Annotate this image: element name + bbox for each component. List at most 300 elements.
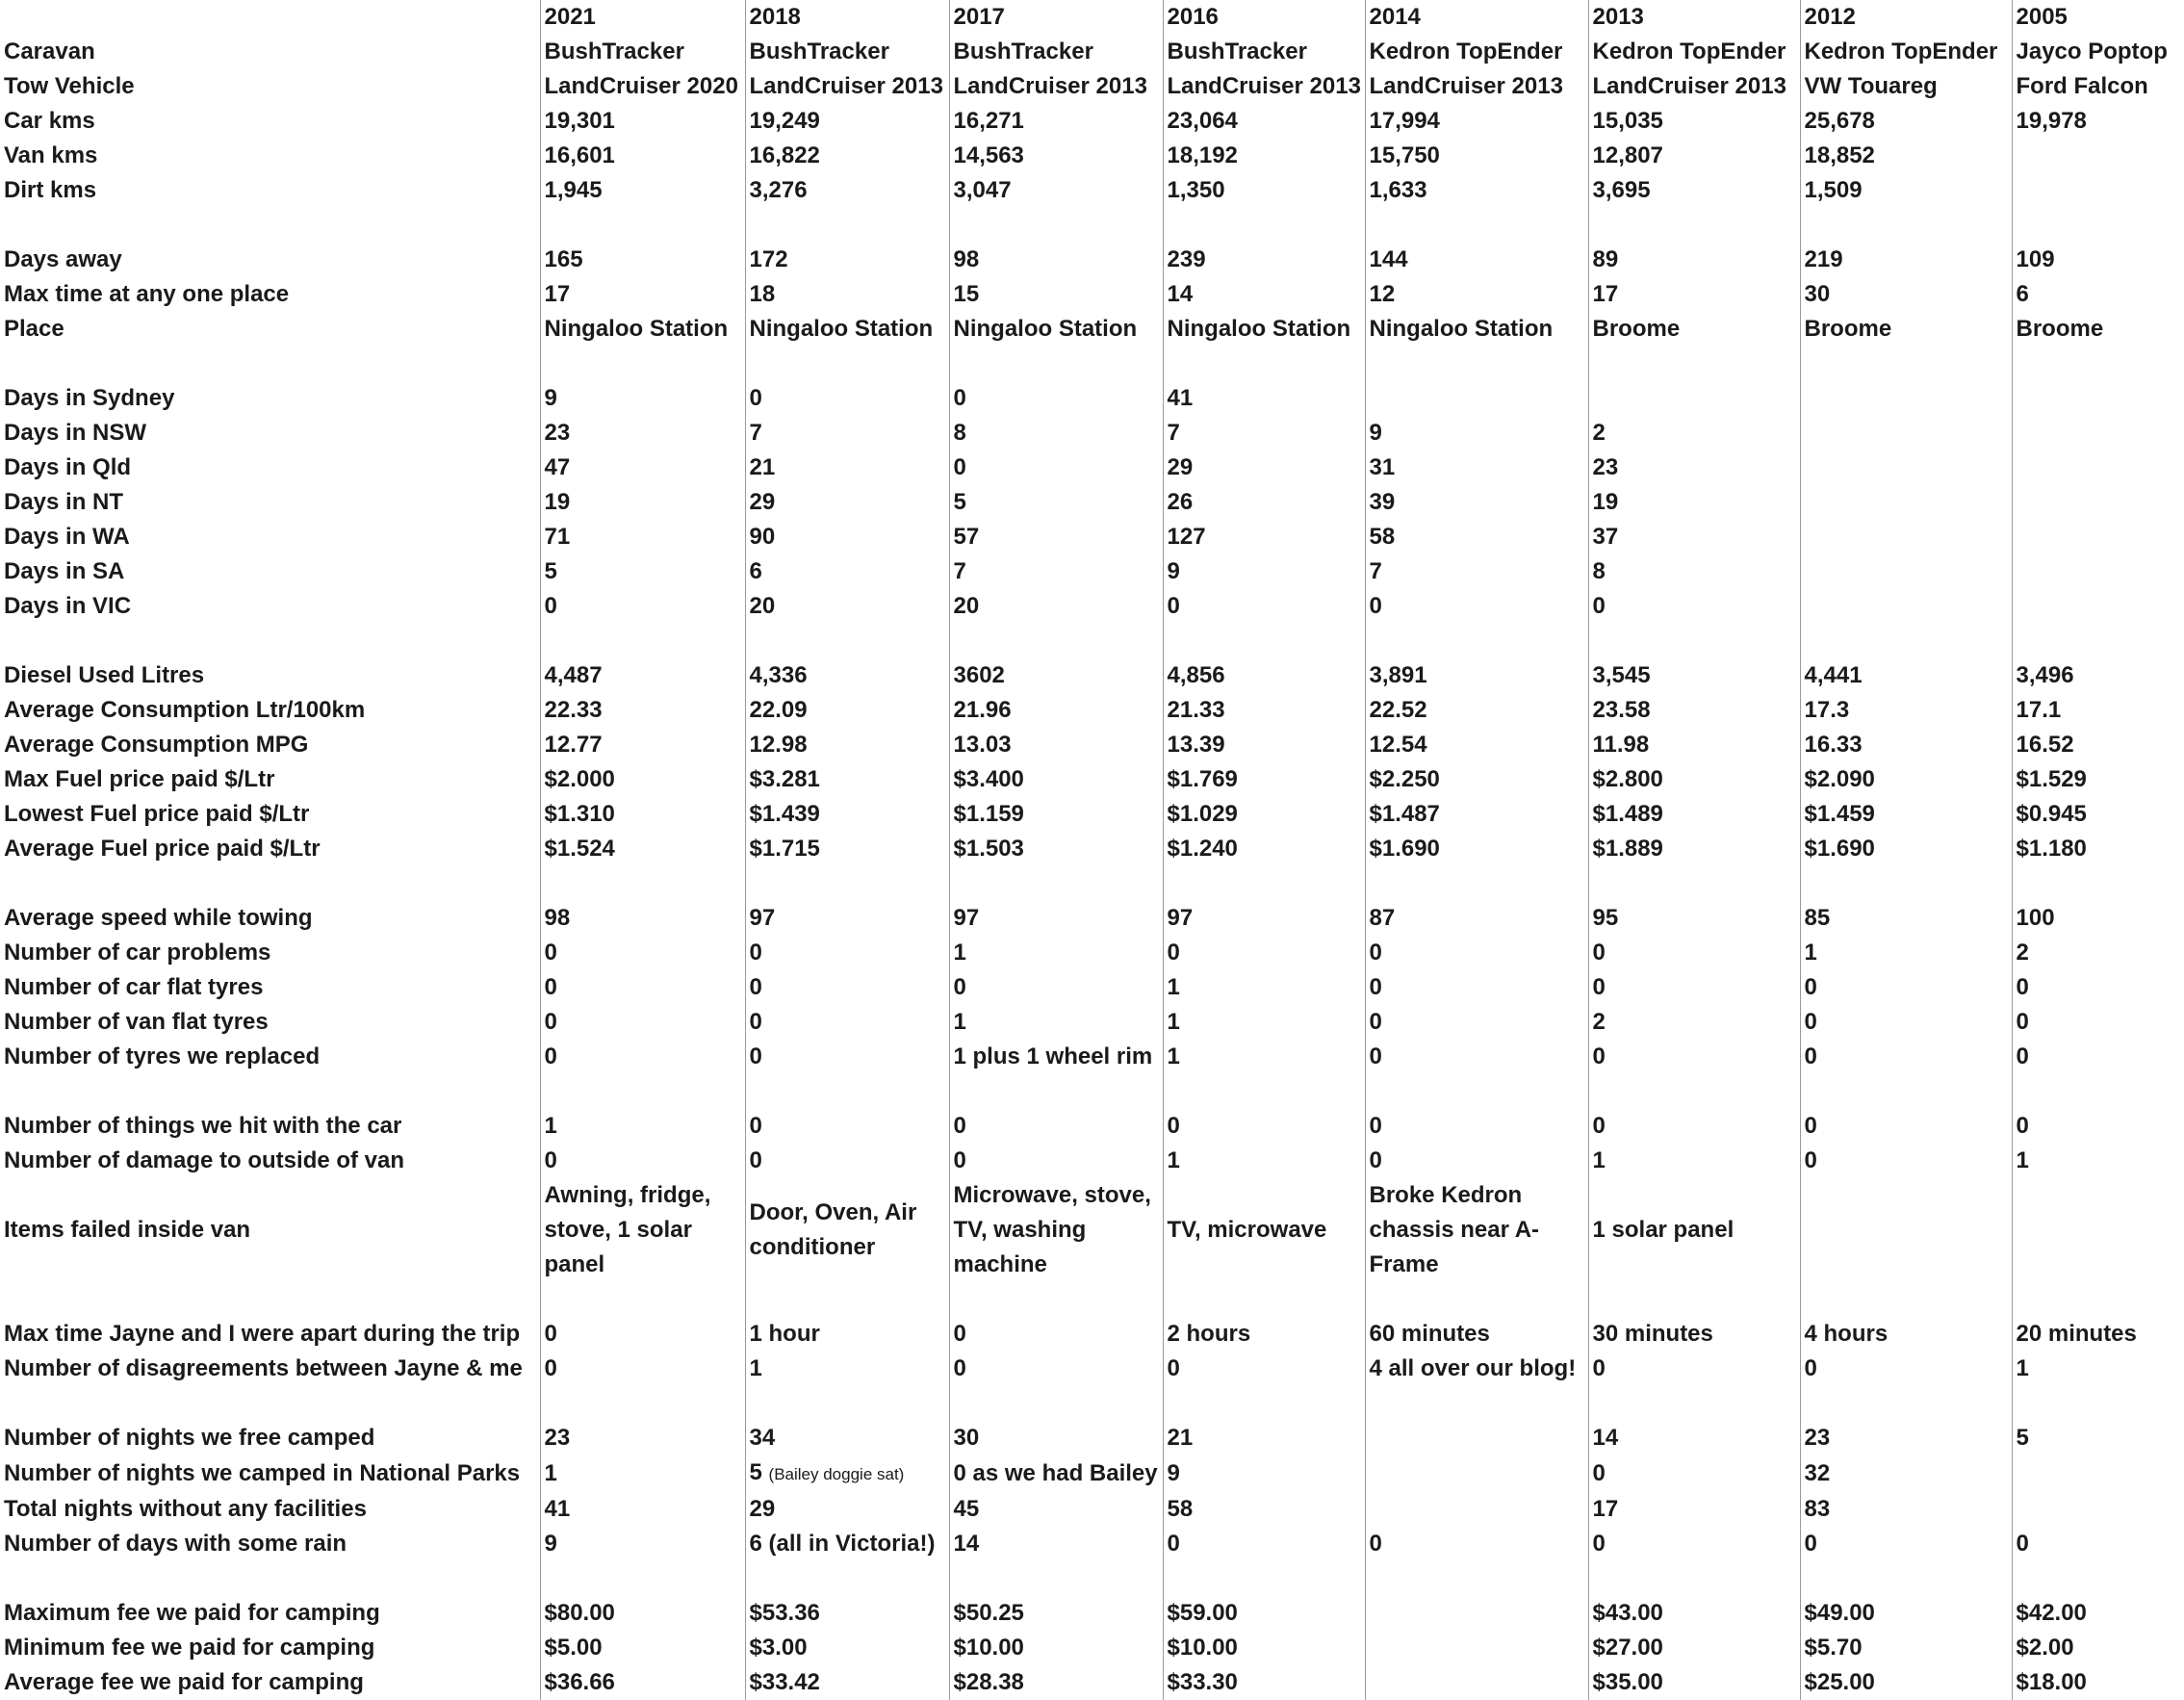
- table-row: [0, 381, 2184, 416]
- cell-value: $1.690: [1369, 836, 1440, 862]
- table-cell: [949, 1527, 1163, 1561]
- spacer-row: [0, 347, 2184, 381]
- table-cell: [2012, 312, 2184, 347]
- year-header-cell: 2012: [1800, 0, 2012, 35]
- table-cell: [745, 1527, 949, 1561]
- table-cell: [745, 1317, 949, 1352]
- cell-value: 98: [953, 246, 980, 272]
- spacer-cell: [1163, 624, 1365, 658]
- spacer-cell: [1365, 1561, 1588, 1596]
- cell-value: 0: [2016, 1009, 2029, 1035]
- cell-value: 1 solar panel: [1592, 1217, 1734, 1243]
- cell-value: Ningaloo Station: [1369, 316, 1554, 342]
- table-row: [0, 1109, 2184, 1144]
- spacer-cell: [949, 1561, 1163, 1596]
- table-cell: [949, 416, 1163, 451]
- spacer-cell: [0, 1561, 540, 1596]
- table-cell: [1365, 1596, 1588, 1631]
- table-cell: [1588, 1492, 1800, 1527]
- cell-value: $2.090: [1804, 766, 1875, 792]
- spacer-cell: [2012, 1386, 2184, 1421]
- cell-value: 25,678: [1804, 108, 1875, 134]
- cell-value: LandCruiser 2013: [1592, 73, 1786, 99]
- cell-value: 0: [953, 454, 966, 480]
- cell-value: 0: [1369, 1113, 1382, 1139]
- table-cell: [1365, 243, 1588, 277]
- spacer-cell: [745, 347, 949, 381]
- cell-value: 1: [953, 940, 966, 966]
- table-row: [0, 1455, 2184, 1492]
- table-cell: [1800, 485, 2012, 520]
- spacer-row: [0, 866, 2184, 901]
- table-cell: [1588, 1596, 1800, 1631]
- table-cell: [1365, 416, 1588, 451]
- row-label: Max Fuel price paid $/Ltr: [4, 766, 275, 792]
- table-cell: [540, 104, 745, 139]
- table-cell: [1163, 243, 1365, 277]
- table-cell: [1163, 104, 1365, 139]
- table-cell: [2012, 69, 2184, 104]
- table-cell: [1800, 554, 2012, 589]
- cell-value: 0: [953, 974, 966, 1000]
- table-cell: [1365, 173, 1588, 208]
- cell-value: 13.03: [953, 732, 1012, 758]
- table-cell: [745, 1178, 949, 1282]
- cell-value: 57: [953, 524, 980, 550]
- spacer-cell: [949, 624, 1163, 658]
- cell-value: 1,633: [1369, 177, 1427, 203]
- table-cell: [540, 901, 745, 936]
- cell-value: 165: [544, 246, 583, 272]
- table-cell: [1800, 1144, 2012, 1178]
- table-cell: [745, 832, 949, 866]
- table-cell: [1588, 173, 1800, 208]
- cell-value: 32: [1804, 1460, 1831, 1486]
- table-cell: [745, 69, 949, 104]
- spacer-cell: [949, 1282, 1163, 1317]
- table-row: [0, 1492, 2184, 1527]
- row-label: Number of car problems: [4, 940, 271, 966]
- table-cell: [1800, 243, 2012, 277]
- table-cell: [949, 1352, 1163, 1386]
- cell-value: 21.96: [953, 697, 1012, 723]
- table-cell: [1365, 139, 1588, 173]
- table-cell: [2012, 693, 2184, 728]
- table-cell: [1163, 277, 1365, 312]
- cell-value: 0: [1369, 1009, 1382, 1035]
- table-cell: [2012, 243, 2184, 277]
- spacer-cell: [1800, 1561, 2012, 1596]
- spacer-cell: [949, 208, 1163, 243]
- cell-value: 3,891: [1369, 662, 1427, 688]
- cell-value: LandCruiser 2013: [1369, 73, 1563, 99]
- spacer-cell: [0, 208, 540, 243]
- cell-value: 0 as we had Bailey: [953, 1460, 1158, 1486]
- table-cell: [745, 520, 949, 554]
- table-cell: [1800, 1631, 2012, 1665]
- cell-value: $49.00: [1804, 1600, 1875, 1626]
- spacer-cell: [540, 624, 745, 658]
- spacer-cell: [540, 347, 745, 381]
- cell-value: $1.889: [1592, 836, 1663, 862]
- cell-value: 127: [1167, 524, 1206, 550]
- table-row: [0, 1596, 2184, 1631]
- table-cell: [1800, 1665, 2012, 1700]
- table-cell: [1800, 658, 2012, 693]
- cell-value: 1,350: [1167, 177, 1225, 203]
- cell-value: 4,856: [1167, 662, 1225, 688]
- cell-value: 19,978: [2016, 108, 2087, 134]
- spacer-cell: [745, 1386, 949, 1421]
- cell-value: $18.00: [2016, 1669, 2087, 1695]
- table-cell: [2012, 554, 2184, 589]
- table-cell: [1588, 1040, 1800, 1074]
- cell-value: 17: [544, 281, 571, 307]
- table-cell: [1588, 936, 1800, 970]
- cell-value: 12.98: [749, 732, 808, 758]
- table-cell: [1163, 901, 1365, 936]
- table-cell: [540, 1178, 745, 1282]
- table-cell: [949, 693, 1163, 728]
- cell-value: 90: [749, 524, 776, 550]
- cell-value: Jayco Poptop: [2016, 39, 2168, 64]
- table-row: [0, 1527, 2184, 1561]
- cell-value: BushTracker: [953, 39, 1093, 64]
- cell-value: 0: [1167, 1355, 1180, 1381]
- table-cell: [1800, 416, 2012, 451]
- table-cell: [1163, 35, 1365, 69]
- table-cell: [1365, 1665, 1588, 1700]
- cell-value: 60 minutes: [1369, 1321, 1490, 1347]
- table-cell: [745, 312, 949, 347]
- cell-value: $25.00: [1804, 1669, 1875, 1695]
- table-cell: [2012, 970, 2184, 1005]
- spacer-cell: [1588, 1386, 1800, 1421]
- table-cell: [540, 1492, 745, 1527]
- cell-value: 9: [1167, 558, 1180, 584]
- cell-value: $5.00: [544, 1635, 603, 1661]
- cell-value: $2.250: [1369, 766, 1440, 792]
- table-cell: [745, 901, 949, 936]
- cell-value: 1,945: [544, 177, 603, 203]
- cell-value: $27.00: [1592, 1635, 1663, 1661]
- spacer-cell: [1800, 624, 2012, 658]
- cell-value: $1.029: [1167, 801, 1238, 827]
- cell-value: 0: [749, 1009, 762, 1035]
- table-cell: [1365, 312, 1588, 347]
- spacer-cell: [745, 624, 949, 658]
- row-label: Number of things we hit with the car: [4, 1113, 402, 1139]
- table-cell: [745, 1144, 949, 1178]
- cell-value: 3,496: [2016, 662, 2074, 688]
- cell-value: 18,852: [1804, 142, 1875, 168]
- table-cell: [1365, 1109, 1588, 1144]
- table-row: [0, 69, 2184, 104]
- row-label: Days in Sydney: [4, 385, 175, 411]
- table-cell: [1800, 1455, 2012, 1492]
- cell-value: 4 hours: [1804, 1321, 1889, 1347]
- cell-value: 4,336: [749, 662, 808, 688]
- cell-value: 3,545: [1592, 662, 1651, 688]
- cell-value: 7: [953, 558, 966, 584]
- table-cell: [1800, 797, 2012, 832]
- spacer-cell: [745, 1561, 949, 1596]
- table-cell: [1365, 589, 1588, 624]
- table-cell: [2012, 901, 2184, 936]
- cell-value: LandCruiser 2013: [1167, 73, 1361, 99]
- spacer-cell: [1588, 1561, 1800, 1596]
- cell-value: 23.58: [1592, 697, 1651, 723]
- cell-value: 37: [1592, 524, 1619, 550]
- table-cell: [949, 901, 1163, 936]
- table-cell: [2012, 35, 2184, 69]
- cell-value: 0: [1804, 1147, 1817, 1173]
- table-cell: [745, 243, 949, 277]
- cell-value: 0: [544, 1355, 557, 1381]
- cell-value: 0: [749, 1147, 762, 1173]
- cell-value: 7: [749, 420, 762, 446]
- cell-value: $1.487: [1369, 801, 1440, 827]
- cell-value: $0.945: [2016, 801, 2087, 827]
- table-cell: [1588, 1631, 1800, 1665]
- table-cell: [2012, 1665, 2184, 1700]
- table-cell: [2012, 658, 2184, 693]
- cell-value: $3.281: [749, 766, 820, 792]
- spacer-cell: [1163, 1561, 1365, 1596]
- cell-value: $1.310: [544, 801, 615, 827]
- table-row: [0, 277, 2184, 312]
- spacer-cell: [2012, 624, 2184, 658]
- spacer-cell: [540, 208, 745, 243]
- cell-value: 7: [1167, 420, 1180, 446]
- cell-value: 3602: [953, 662, 1005, 688]
- spacer-cell: [1365, 624, 1588, 658]
- cell-value: VW Touareg: [1804, 73, 1938, 99]
- cell-value: 18: [749, 281, 776, 307]
- table-cell: [1163, 1109, 1365, 1144]
- cell-value: $10.00: [1167, 1635, 1238, 1661]
- cell-value: 23: [544, 420, 571, 446]
- table-cell: [1163, 1040, 1365, 1074]
- spacer-cell: [2012, 1282, 2184, 1317]
- row-label: Dirt kms: [4, 177, 97, 203]
- table-cell: [1365, 35, 1588, 69]
- cell-value: BushTracker: [544, 39, 684, 64]
- spacer-cell: [0, 624, 540, 658]
- table-cell: [949, 243, 1163, 277]
- cell-value: 0: [1804, 1355, 1817, 1381]
- table-cell: [1163, 762, 1365, 797]
- cell-value: 1,509: [1804, 177, 1863, 203]
- row-label: Number of nights we free camped: [4, 1425, 375, 1451]
- cell-value: $3.400: [953, 766, 1024, 792]
- cell-value: Kedron TopEnder: [1369, 39, 1563, 64]
- table-cell: [949, 1005, 1163, 1040]
- table-row: [0, 1665, 2184, 1700]
- spacer-cell: [1365, 1386, 1588, 1421]
- table-cell: [1800, 1005, 2012, 1040]
- table-cell: [1588, 1455, 1800, 1492]
- year-header-cell: 2017: [949, 0, 1163, 35]
- table-cell: [1163, 693, 1365, 728]
- cell-value: 41: [1167, 385, 1194, 411]
- cell-value: 98: [544, 905, 571, 931]
- row-label: Average Fuel price paid $/Ltr: [4, 836, 321, 862]
- cell-value: Ford Falcon: [2016, 73, 2148, 99]
- table-cell: [745, 104, 949, 139]
- table-cell: [1588, 901, 1800, 936]
- cell-value: 0: [2016, 1113, 2029, 1139]
- table-row: [0, 762, 2184, 797]
- spacer-cell: [1163, 866, 1365, 901]
- table-cell: [1588, 1005, 1800, 1040]
- cell-value: $1.524: [544, 836, 615, 862]
- table-cell: [949, 936, 1163, 970]
- cell-value: 5: [544, 558, 557, 584]
- header-corner-cell: [0, 0, 540, 35]
- table-cell: [1163, 1492, 1365, 1527]
- row-label: Place: [4, 316, 64, 342]
- stats-body: [0, 35, 2184, 1700]
- table-cell: [1365, 970, 1588, 1005]
- table-cell: [1800, 173, 2012, 208]
- table-cell: [2012, 832, 2184, 866]
- table-cell: [2012, 1144, 2184, 1178]
- spacer-cell: [1365, 1282, 1588, 1317]
- table-cell: [2012, 1421, 2184, 1455]
- table-cell: [1163, 832, 1365, 866]
- table-cell: [1163, 451, 1365, 485]
- cell-value: 0: [1592, 1460, 1606, 1486]
- table-cell: [1365, 520, 1588, 554]
- cell-value: 12,807: [1592, 142, 1663, 168]
- cell-value: $1.240: [1167, 836, 1238, 862]
- cell-value: 17: [1592, 281, 1619, 307]
- row-label: Lowest Fuel price paid $/Ltr: [4, 801, 310, 827]
- row-label: Average Consumption MPG: [4, 732, 309, 758]
- table-row: [0, 35, 2184, 69]
- table-cell: [1800, 970, 2012, 1005]
- table-cell: [2012, 1040, 2184, 1074]
- table-cell: [1588, 381, 1800, 416]
- cell-value: 15,035: [1592, 108, 1663, 134]
- table-cell: [1365, 728, 1588, 762]
- cell-value: $53.36: [749, 1600, 820, 1626]
- table-cell: [1800, 762, 2012, 797]
- spacer-cell: [1588, 347, 1800, 381]
- table-cell: [1365, 1317, 1588, 1352]
- cell-value: 0: [749, 940, 762, 966]
- cell-value: Kedron TopEnder: [1804, 39, 1998, 64]
- table-cell: [540, 1631, 745, 1665]
- cell-value: 89: [1592, 246, 1619, 272]
- table-cell: [1365, 1352, 1588, 1386]
- table-row: [0, 589, 2184, 624]
- cell-value: Ningaloo Station: [953, 316, 1138, 342]
- table-cell: [2012, 762, 2184, 797]
- table-cell: [1163, 312, 1365, 347]
- table-cell: [540, 1040, 745, 1074]
- cell-value: Broome: [1592, 316, 1681, 342]
- table-cell: [949, 1665, 1163, 1700]
- table-cell: [2012, 485, 2184, 520]
- cell-value: 2 hours: [1167, 1321, 1251, 1347]
- cell-value: 0: [1369, 1043, 1382, 1069]
- row-label: Average fee we paid for camping: [4, 1669, 364, 1695]
- cell-value: 0: [953, 1321, 966, 1347]
- table-cell: [1588, 832, 1800, 866]
- table-row: [0, 1317, 2184, 1352]
- cell-value: Kedron TopEnder: [1592, 39, 1786, 64]
- spacer-row: [0, 624, 2184, 658]
- cell-value: 97: [1167, 905, 1194, 931]
- table-cell: [540, 451, 745, 485]
- table-row: [0, 936, 2184, 970]
- table-cell: [1163, 1144, 1365, 1178]
- table-cell: [1588, 485, 1800, 520]
- cell-value: 0: [2016, 1043, 2029, 1069]
- table-cell: [540, 1596, 745, 1631]
- table-cell: [745, 1005, 949, 1040]
- table-cell: [1588, 728, 1800, 762]
- spacer-cell: [2012, 347, 2184, 381]
- cell-value: 9: [1167, 1460, 1180, 1486]
- table-cell: [1365, 277, 1588, 312]
- cell-value: 172: [749, 246, 788, 272]
- spacer-row: [0, 1074, 2184, 1109]
- table-cell: [1800, 1527, 2012, 1561]
- cell-value: LandCruiser 2020: [544, 73, 738, 99]
- cell-value: $2.00: [2016, 1635, 2074, 1661]
- table-cell: [2012, 1455, 2184, 1492]
- year-header-cell: 2013: [1588, 0, 1800, 35]
- table-cell: [949, 1631, 1163, 1665]
- table-cell: [1800, 69, 2012, 104]
- table-cell: [949, 69, 1163, 104]
- table-cell: [2012, 139, 2184, 173]
- table-cell: [1365, 1455, 1588, 1492]
- row-label: Total nights without any facilities: [4, 1496, 367, 1522]
- cell-value: $2.800: [1592, 766, 1663, 792]
- cell-value: 14: [1167, 281, 1194, 307]
- table-cell: [540, 69, 745, 104]
- cell-value: 17.1: [2016, 697, 2062, 723]
- cell-value: 9: [544, 385, 557, 411]
- table-cell: [949, 797, 1163, 832]
- table-cell: [949, 520, 1163, 554]
- cell-value: 0: [1369, 1531, 1382, 1557]
- cell-value: Ningaloo Station: [749, 316, 934, 342]
- table-cell: [1163, 1421, 1365, 1455]
- row-label: Van kms: [4, 142, 98, 168]
- cell-value: 0: [544, 1043, 557, 1069]
- table-cell: [2012, 936, 2184, 970]
- table-cell: [1588, 1665, 1800, 1700]
- table-cell: [1800, 139, 2012, 173]
- table-cell: [1588, 658, 1800, 693]
- table-cell: [949, 35, 1163, 69]
- table-cell: [1365, 1005, 1588, 1040]
- cell-value: 0: [1804, 1531, 1817, 1557]
- table-cell: [949, 312, 1163, 347]
- cell-value: 0: [1592, 1531, 1606, 1557]
- spacer-row: [0, 1561, 2184, 1596]
- cell-value: 13.39: [1167, 732, 1225, 758]
- table-cell: [1365, 658, 1588, 693]
- cell-value: 144: [1369, 246, 1408, 272]
- table-cell: [1800, 104, 2012, 139]
- cell-value: Ningaloo Station: [544, 316, 729, 342]
